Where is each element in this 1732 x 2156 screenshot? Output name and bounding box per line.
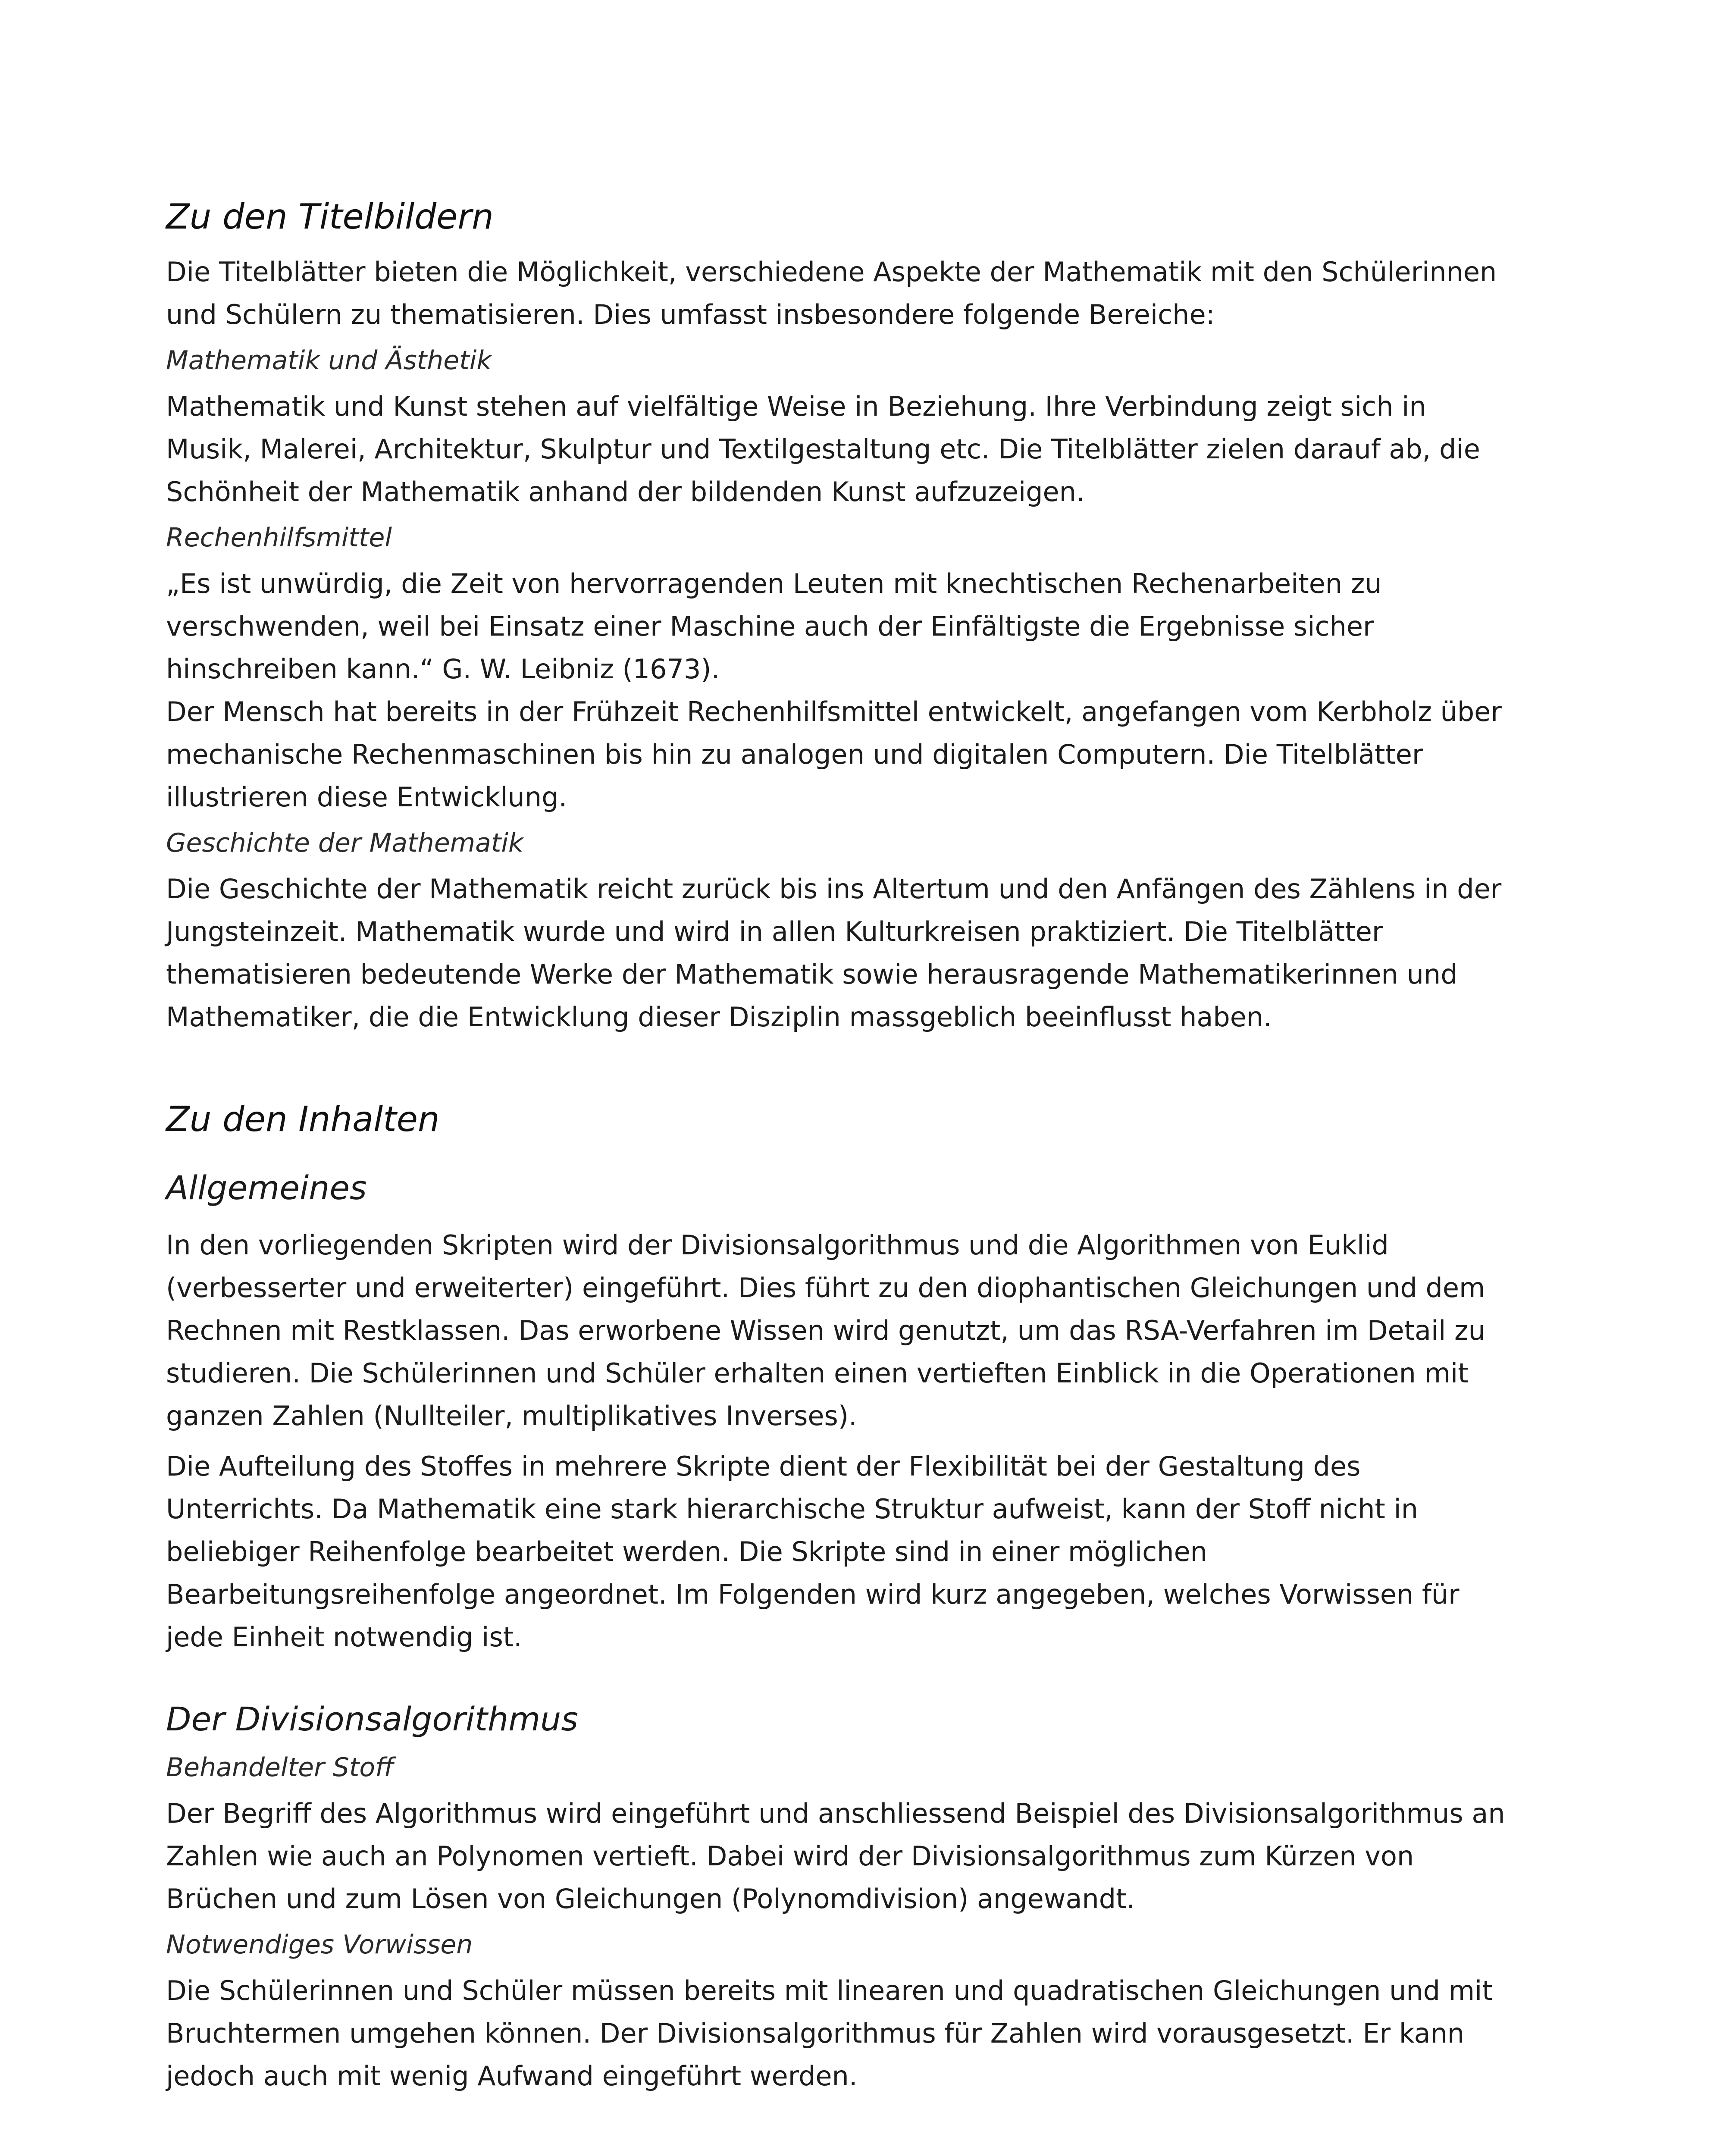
page-content [166, 196, 1511, 2097]
leibniz-quote: „Es ist unwürdig, die Zeit von hervorragenden Leuten mit knechtischen Rechenarbeiten zu verschwenden, weil bei Einsatz einer Maschine auch der Einfältigste die Ergebnisse sicher hinschreiben kann.“ G. W. Leibniz (1673). [166, 568, 1382, 685]
subheading-geschichte: Geschichte der Mathematik [166, 828, 523, 858]
heading-titelbilder: Zu den Titelbildern [166, 197, 494, 237]
allgemeines-paragraph-1: In den vorliegenden Skripten wird der Divisionsalgorithmus und die Algorithmen von Euklid (verbesserter und erweiterter) eingeführt. Dies führt zu den diophantischen Gleichungen und dem Rechnen mit Restklassen. Das erworbene Wissen wird genutzt, um das RSA-Verfahren im Detail zu studieren. Die Schülerinnen und Schüler erhalten einen vertieften Einblick in die Operationen mit ganzen Zahlen (Nullteiler, multiplikatives Inverses). [166, 1229, 1485, 1432]
rechenhilfsmittel-text: Der Mensch hat bereits in der Frühzeit Rechenhilfsmittel entwickelt, angefangen vom Kerbholz über mechanische Rechenmaschinen bis hin zu analogen und digitalen Computern. Die Titelblätter illustrieren diese Entwicklung. [166, 696, 1502, 813]
heading-inhalte: Zu den Inhalten [166, 1099, 440, 1139]
subheading-allgemeines: Allgemeines [166, 1169, 367, 1207]
subheading-behandelter-stoff: Behandelter Stoff [166, 1752, 394, 1783]
titelbilder-intro: Die Titelblätter bieten die Möglichkeit, verschiedene Aspekte der Mathematik mit den Schülerinnen und Schülern zu thematisieren. Dies umfasst insbesondere folgende Bereiche: [166, 256, 1497, 330]
aesthetik-text: Mathematik und Kunst stehen auf vielfältige Weise in Beziehung. Ihre Verbindung zeigt sich in Musik, Malerei, Architektur, Skulptur und Textilgestaltung etc. Die Titelblätter zielen darauf ab, die Schönheit der Mathematik anhand der bildenden Kunst aufzuzeigen. [166, 391, 1480, 508]
subheading-notwendiges-vorwissen: Notwendiges Vorwissen [166, 1930, 473, 1960]
behandelter-stoff-text: Der Begriff des Algorithmus wird eingeführt und anschliessend Beispiel des Divisionsalgorithmus an Zahlen wie auch an Polynomen vertieft. Dabei wird der Divisionsalgorithmus zum Kürzen von Brüchen und zum Lösen von Gleichungen (Polynomdivision) angewandt. [166, 1798, 1505, 1915]
geschichte-text: Die Geschichte der Mathematik reicht zurück bis ins Altertum und den Anfängen des Zählens in der Jungsteinzeit. Mathematik wurde und wird in allen Kulturkreisen praktiziert. Die Titelblätter thematisieren bedeutende Werke der Mathematik sowie herausragende Mathematikerinnen und Mathematiker, die die Entwicklung dieser Disziplin massgeblich beeinflusst haben. [166, 873, 1502, 1033]
subheading-aesthetik: Mathematik und Ästhetik [166, 345, 492, 376]
subheading-rechenhilfsmittel: Rechenhilfsmittel [166, 523, 392, 553]
notwendiges-vorwissen-text: Die Schülerinnen und Schüler müssen bereits mit linearen und quadratischen Gleichungen und mit Bruchtermen umgehen können. Der Divisionsalgorithmus für Zahlen wird vorausgesetzt. Er kann jedoch auch mit wenig Aufwand eingeführt werden. [166, 1975, 1493, 2092]
subheading-divisionsalgorithmus: Der Divisionsalgorithmus [166, 1700, 578, 1739]
allgemeines-paragraph-2: Die Aufteilung des Stoffes in mehrere Skripte dient der Flexibilität bei der Gestaltung des Unterrichts. Da Mathematik eine stark hierarchische Struktur aufweist, kann der Stoff nicht in beliebiger Reihenfolge bearbeitet werden. Die Skripte sind in einer möglichen Bearbeitungsreihenfolge angeordnet. Im Folgenden wird kurz angegeben, welches Vorwissen für jede Einheit notwendig ist. [166, 1451, 1460, 1653]
